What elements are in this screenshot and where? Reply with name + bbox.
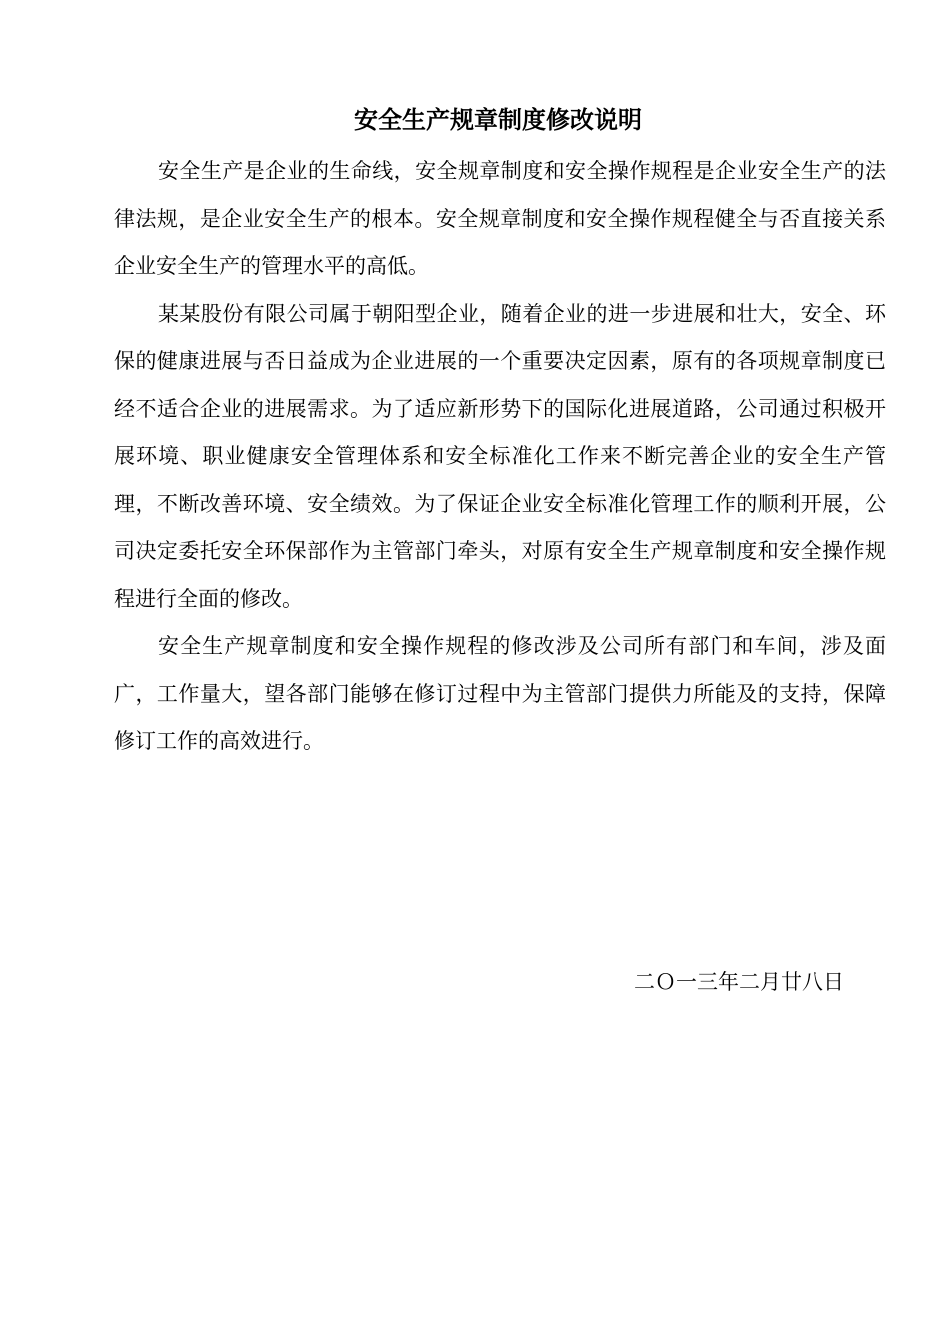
document-body [114, 148, 886, 766]
paragraph-2: 某某股份有限公司属于朝阳型企业，随着企业的进一步进展和壮大，安全、环保的健康进展与否日益成为企业进展的一个重要决定因素，原有的各项规章制度已经不适合企业的进展需求。为了适应新形势下的国际化进展道路，公司通过积极开展环境、职业健康安全管理体系和安全标准化工作来不断完善企业的安全生产管理，不断改善环境、安全绩效。为了保证企业安全标准化管理工作的顺利开展，公司决定委托安全环保部作为主管部门牵头，对原有安全生产规章制度和安全操作规程进行全面的修改。 [114, 301, 886, 611]
paragraph-1: 安全生产是企业的生命线，安全规章制度和安全操作规程是企业安全生产的法律法规，是企业安全生产的根本。安全规章制度和安全操作规程健全与否直接关系企业安全生产的管理水平的高低。 [114, 159, 886, 278]
document-title: 安全生产规章制度修改说明 [354, 105, 642, 134]
document-date: 二Ｏ一三年二月廿八日 [634, 970, 844, 994]
paragraph-3: 安全生产规章制度和安全操作规程的修改涉及公司所有部门和车间，涉及面广，工作量大，望各部门能够在修订过程中为主管部门提供力所能及的支持，保障修订工作的高效进行。 [114, 634, 886, 753]
